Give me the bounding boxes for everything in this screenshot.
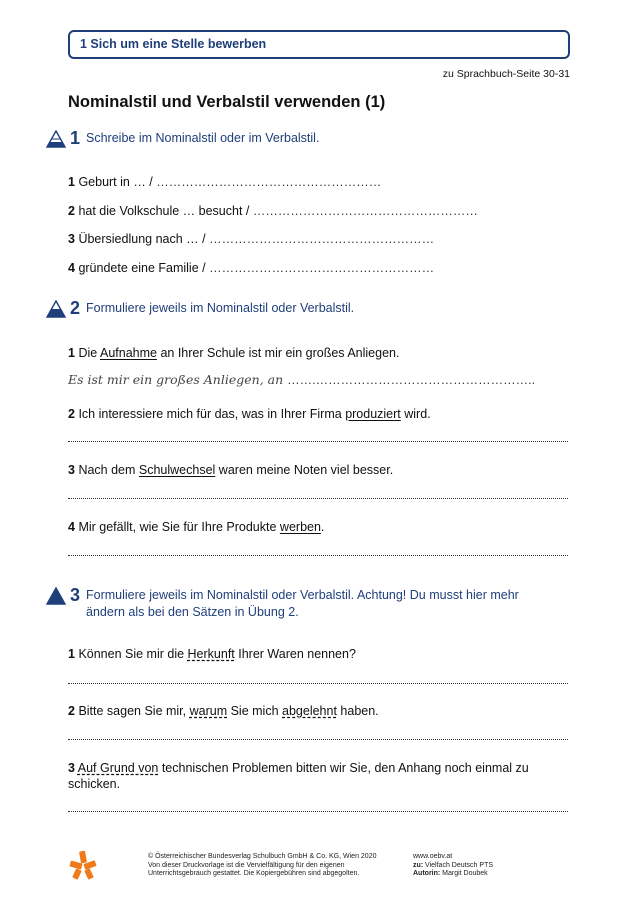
ex1-item-4: 4 gründete eine Familie / ……………………………………………… bbox=[68, 261, 435, 275]
answer-line[interactable] bbox=[68, 738, 568, 740]
exercise-number: 1 bbox=[70, 128, 81, 148]
difficulty-pyramid-icon bbox=[46, 300, 66, 318]
ex3-item-2: 2 Bitte sagen Sie mir, warum Sie mich abgelehnt haben. bbox=[68, 704, 379, 718]
answer-line[interactable] bbox=[68, 682, 568, 684]
ex2-item-4: 4 Mir gefällt, wie Sie für Ihre Produkte werben. bbox=[68, 520, 325, 534]
answer-line[interactable] bbox=[68, 440, 568, 442]
answer-line[interactable] bbox=[68, 810, 568, 812]
exercise-2-heading bbox=[46, 298, 354, 318]
exercise-instruction: Formuliere jeweils im Nominalstil oder Verbalstil. Achtung! Du musst hier mehr ändern als bei den Sätzen in Übung 2. bbox=[86, 588, 519, 619]
ex1-item-1: 1 Geburt in … / ……………………………………………… bbox=[68, 175, 382, 189]
chapter-title: 1 Sich um eine Stelle bewerben bbox=[80, 37, 267, 51]
exercise-number: 3 bbox=[70, 585, 81, 605]
page-reference: zu Sprachbuch-Seite 30-31 bbox=[442, 68, 570, 80]
ex2-item-3: 3 Nach dem Schulwechsel waren meine Noten viel besser. bbox=[68, 463, 394, 477]
worksheet-title: Nominalstil und Verbalstil verwenden (1) bbox=[68, 93, 386, 111]
ex3-item-1: 1 Können Sie mir die Herkunft Ihrer Waren nennen? bbox=[68, 647, 356, 661]
exercise-1-heading bbox=[46, 128, 319, 148]
exercise-3-heading bbox=[46, 585, 519, 621]
exercise-instruction: Formuliere jeweils im Nominalstil oder Verbalstil. bbox=[86, 301, 355, 315]
ex2-item-1: 1 Die Aufnahme an Ihrer Schule ist mir ein großes Anliegen. bbox=[68, 346, 400, 360]
footer-copyright: © Österreichischer Bundesverlag Schulbuch GmbH & Co. KG, Wien 2020 Von dieser Druckvorlage ist die Vervielfältigung für den eigenen Unterrichtsgebrauch gestattet. Die Kopiergebühren sind abgegolten. bbox=[148, 853, 377, 877]
exercise-number: 2 bbox=[70, 298, 81, 318]
ex3-item-3: 3 Auf Grund von technischen Problemen bitten wir Sie, den Anhang noch einmal zu schicken. bbox=[68, 761, 529, 791]
ex1-item-3: 3 Übersiedlung nach … / ……………………………………………… bbox=[68, 232, 435, 246]
website-link[interactable]: www.oebv.at bbox=[413, 853, 453, 860]
difficulty-pyramid-icon bbox=[46, 587, 66, 605]
footer-info: www.oebv.at zu: Vielfach Deutsch PTS Autorin: Margit Doubek bbox=[413, 853, 494, 877]
answer-line[interactable] bbox=[68, 497, 568, 499]
ex2-example-answer: Es ist mir ein großes Anliegen, an …….…………………………………………….. bbox=[68, 372, 536, 387]
publisher-logo bbox=[68, 850, 98, 880]
ex1-item-2: 2 hat die Volkschule … besucht / ……………………………………………… bbox=[68, 204, 478, 218]
ex2-item-2: 2 Ich interessiere mich für das, was in Ihrer Firma produziert wird. bbox=[68, 407, 431, 421]
exercise-instruction: Schreibe im Nominalstil oder im Verbalstil. bbox=[86, 131, 320, 145]
answer-line[interactable] bbox=[68, 554, 568, 556]
difficulty-pyramid-icon bbox=[46, 130, 66, 148]
